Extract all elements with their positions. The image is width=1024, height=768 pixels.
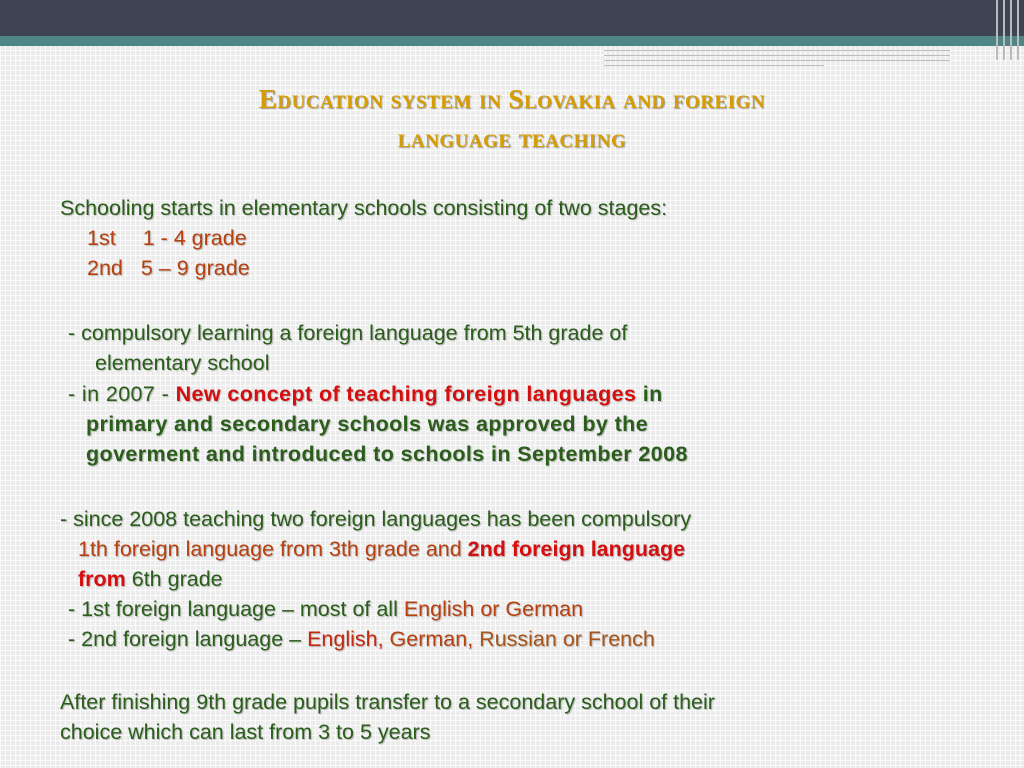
compulsory-line-2: elementary school [95, 351, 270, 375]
intro-text: Schooling starts in elementary schools consisting of two stages: [60, 196, 668, 220]
closing-line-1: After finishing 9th grade pupils transfer to a secondary school of their [60, 690, 715, 714]
second-language-line: - 2nd foreign language – English, German, Russian or French [68, 627, 655, 651]
stage-1 [87, 223, 247, 253]
decorative-vertical-lines [992, 0, 1024, 60]
new-concept-highlight: New concept of teaching foreign languages [175, 382, 637, 406]
stage-2-grade: 5 – 9 grade [140, 256, 250, 280]
concept-2007-line-2: primary and secondary schools was approved by the [86, 412, 649, 436]
concept-2007-line-1: - in 2007 - New concept of teaching foreign languages in [68, 382, 663, 406]
stage-2-number: 2nd [87, 256, 123, 280]
second-language-highlight: 2nd foreign language [467, 537, 686, 561]
decorative-lines [604, 50, 950, 68]
first-language-line: - 1st foreign language – most of all English or German [68, 597, 584, 621]
first-language-options: English or German [403, 597, 584, 621]
stage-2 [87, 253, 250, 283]
stage-1-number: 1st [87, 226, 116, 250]
concept-2007-line-3: goverment and introduced to schools in September 2008 [86, 442, 688, 466]
closing-line-2: choice which can last from 3 to 5 years [60, 720, 431, 744]
slide-title [0, 80, 1024, 158]
slide-teal-stripe [0, 36, 1024, 46]
since-2008-line-3: from 6th grade [78, 567, 223, 591]
since-2008-line-2: 1th foreign language from 3th grade and 2nd foreign language [78, 537, 686, 561]
compulsory-line-1: - compulsory learning a foreign language from 5th grade of [68, 321, 628, 345]
stage-1-grade: 1 - 4 grade [142, 226, 247, 250]
title-line-2: language teaching [397, 123, 627, 153]
slide-top-bar [0, 0, 1024, 36]
title-line-1: Education system in Slovakia and foreign [258, 84, 766, 114]
since-2008-line-1: - since 2008 teaching two foreign languages has been compulsory [60, 507, 692, 531]
